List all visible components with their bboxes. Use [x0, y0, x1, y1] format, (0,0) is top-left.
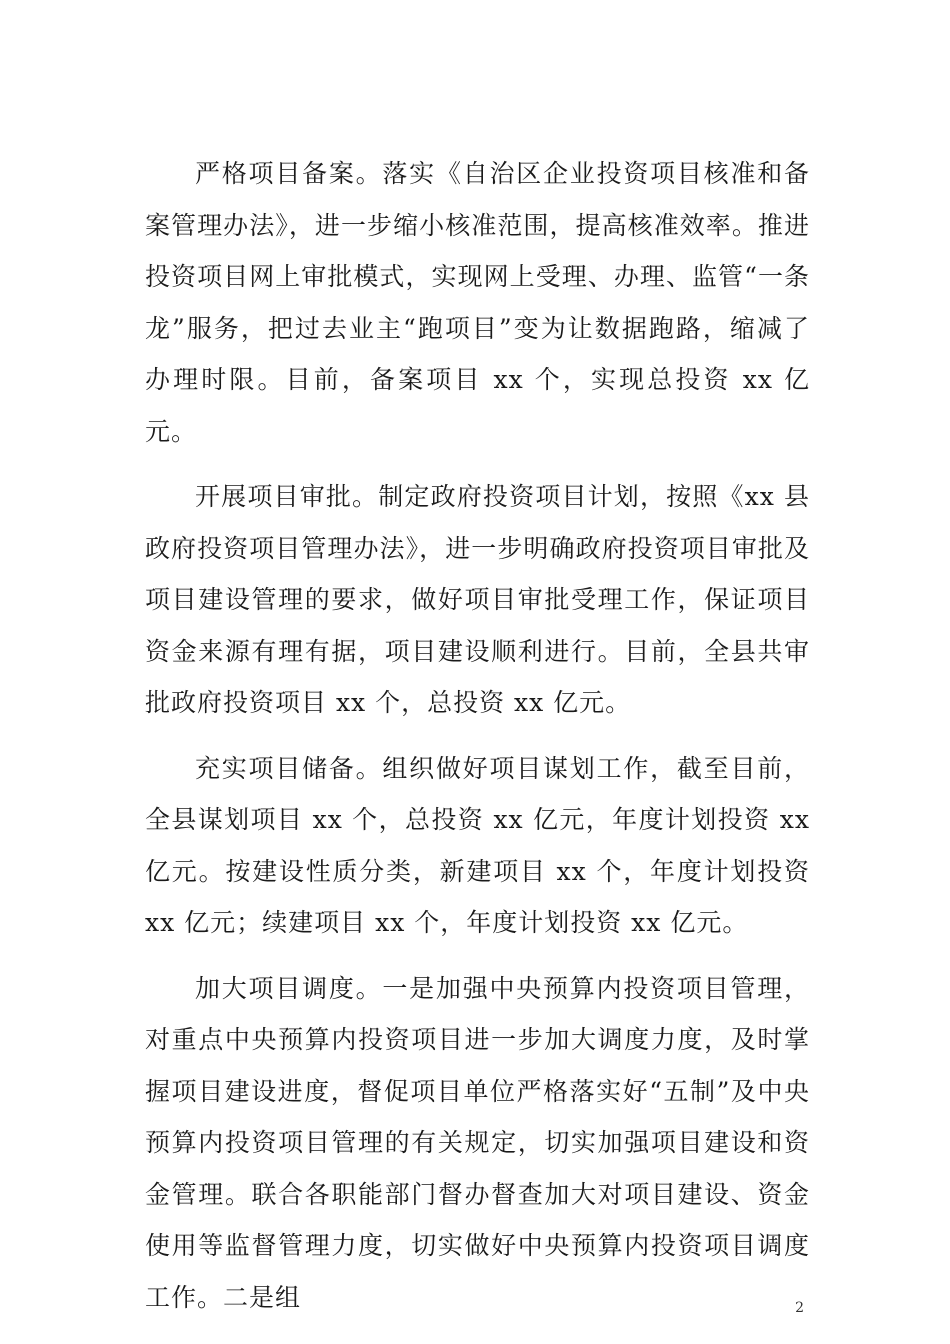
- paragraph-project-scheduling: 加大项目调度。一是加强中央预算内投资项目管理，对重点中央预算内投资项目进一步加大调度力度，及时掌握项目建设进度，督促项目单位严格落实好“五制”及中央预算内投资项目管理的有关规定，切实加强项目建设和资金管理。联合各职能部门督办督查加大对项目建设、资金使用等监督管理力度，切实做好中央预算内投资项目调度工作。二是组: [145, 973, 810, 1312]
- paragraph-project-reserve: 充实项目储备。组织做好项目谋划工作，截至目前，全县谋划项目 xx 个，总投资 xx 亿元，年度计划投资 xx 亿元。按建设性质分类，新建项目 xx 个，年度计划投资 xx 亿元；续建项目 xx 个，年度计划投资 xx 亿元。: [145, 753, 810, 937]
- paragraph-project-filing: 严格项目备案。落实《自治区企业投资项目核准和备案管理办法》，进一步缩小核准范围，提高核准效率。推进投资项目网上审批模式，实现网上受理、办理、监管“一条龙”服务，把过去业主“跑项目”变为让数据跑路，缩减了办理时限。目前，备案项目 xx 个，实现总投资 xx 亿元。: [145, 159, 810, 446]
- page-number: 2: [795, 1300, 804, 1316]
- document-body: [145, 148, 810, 1323]
- paragraph-project-approval: 开展项目审批。制定政府投资项目计划，按照《xx 县政府投资项目管理办法》，进一步明确政府投资项目审批及项目建设管理的要求，做好项目审批受理工作，保证项目资金来源有理有据，项目建设顺利进行。目前，全县共审批政府投资项目 xx 个，总投资 xx 亿元。: [145, 482, 810, 717]
